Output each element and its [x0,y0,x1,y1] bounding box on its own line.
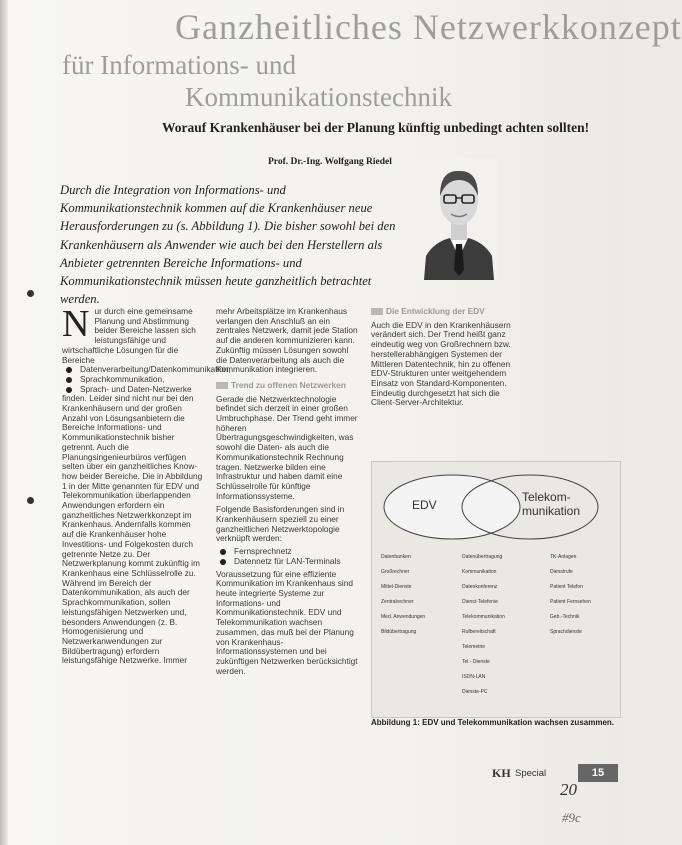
figure-cell: Med. Anwendungen [381,614,426,620]
figure-cell: TK-Anlagen [550,554,577,560]
list-item: Datennetz für LAN-Terminals [216,557,358,567]
figure-cell: Geb.-Technik [550,614,580,620]
figure-cell: Kommunikation [462,569,497,575]
list-item: Sprach- und Daten-Netzwerke [62,385,204,395]
col1-paragraph-2: finden. Leider sind nicht nur bei den Krankenhäusern und der großen Anzahl von Lösungsanbietern die Bereiche Informations- und Kommunikationstechnik bisher getrennt. Auch die Planungsingenieurbüros verfügen selten über ein ganzheitliches Know-how beider Bereiche. Die in Abbildung 1 in der Mitte genannten für EDV und Telekommunikation überlappenden Anwendungen erfordern ein ganzheitliches Netzwerkkonzept im Krankenhaus. Andernfalls kommen auf die Krankenhäuser hohe Investitions- und Folgekosten durch getrennte Netze zu. Der Netzwerkplanung kommt zukünftig im Krankenhaus eine Schlüsselrolle zu. Während im Bereich der Datenkommunikation, als auch der Sprachkommunikation, sollen leistungsfähigen Netzwerken und, besonders Anwendungen (z. B. Homogenisierung und Netzwerkanwendungen zur Bildübertragung) erfordern leistungsfähige Netzwerke. Immer [62,393,203,666]
col2-paragraph-4: Voraussetzung für eine effiziente Kommunikation im Krankenhaus sind heute integrierte Systeme zur Informations- und Kommunikationstechnik. EDV und Telekommunikation wachsen zusammen, das muß bei der Planung von Krankenhaus-Informationssystemen und bei zukünftigen Netzwerken berücksichtigt werden. [216,568,358,676]
author-name: Prof. Dr.-Ing. Wolfgang Riedel [268,157,392,167]
page-number: 15 [578,764,618,782]
figure-cell: Dienste-PC [462,689,488,695]
figure-cell: Sprachdienste [550,629,582,635]
drop-cap: N [62,303,90,345]
handwritten-note: #9c [562,810,581,825]
intro-paragraph: Durch die Integration von Informations- und Kommunikationstechnik kommen auf die Krankenhäuser neue Herausforderungen zu (s. Abbildung 1). Die bisher sowohl bei den Krankenhäusern als Anwender wie auch bei den Herstellern als Anbieter getrennten Bereiche Informations- und Kommunikationstechnik müssen heute ganzheitlich betrachtet werden. [60,183,396,307]
venn-label-telekom: Telekom- munikation [522,490,581,518]
figure-cell: Telekommunikation [462,614,505,620]
figure-cell: Patient Telefon [550,584,583,590]
figure-cell: Patient Fernsehen [550,599,591,605]
punch-hole [27,290,34,297]
author-photo [420,158,498,280]
list-item: Datenverarbeitung/Datenkommunikation, [62,365,204,375]
col2-paragraph-1: mehr Arbeitsplätze im Krankenhaus verlangen den Anschluß an ein zentrales Netzwerk, damit jede Station auf die anderen kommunizieren kann. Zukünftig müssen Lösungen sowohl die Datenverarbeitung als auch die Kommunikation integrieren. [216,306,358,375]
col1-bullet-list [62,364,231,394]
figure-cell: Dienst-Telefonie [462,599,498,605]
col2-paragraph-3: Folgende Basisforderungen sind in Krankenhäusern speziell zu einer ganzheitlichen Netzwerktopologie verknüpft werden: [216,504,345,544]
list-item: Fernsprechnetz [216,547,358,557]
col3-section-heading: Die Entwicklung der EDV [371,307,519,317]
figure-cell: Bildübertragung [381,629,417,635]
col3-paragraph-1: Auch die EDV in den Krankenhäusern verändert sich. Der Trend heißt ganz eindeutig weg von Großrechnern bzw. herstellerabhängigen Systemen der Mittleren Datentechnik, hin zu offenen EDV-Strukturen unter weitgehendem Einsatz von Standard-Komponenten. [371,319,511,388]
title-line-1: Ganzheitliches Netzwerkkonzept [175,7,682,47]
venn-diagram [372,462,620,550]
figure-cell: ISDN-LAN [462,674,486,680]
list-item: Sprachkommunikation, [62,375,204,385]
figure-cell: Rufbereitschaft [462,629,496,635]
col3-paragraph-2: Eindeutig durchgesetzt hat sich die Client-Server-Architektur. [371,387,500,408]
page-edge-shadow [0,0,8,845]
punch-hole [27,497,34,504]
venn-label-edv: EDV [412,498,437,512]
figure-cell: Zentralrechner [381,599,414,605]
figure-cell: Datenübertragung [462,554,503,560]
col1-paragraph-1: ur durch eine gemeinsame Planung und Abstimmung beider Bereiche lassen sich leistungsfähige und wirtschaftliche Lösungen für die Bereiche [62,306,196,365]
col2-section-heading: Trend zu offenen Netzwerken [216,381,358,391]
magazine-logo: KH [492,766,511,780]
figure-1 [371,461,621,718]
column-1 [62,303,231,666]
title-line-3: Kommunikationstechnik [185,82,452,112]
figure-cell: Telemetrie [462,644,486,650]
column-3 [371,307,519,408]
title-line-2: für Informations- und [62,50,296,80]
figure-cell: Datenbanken [381,554,411,560]
figure-cell: Mittel-Dienste [381,584,412,590]
figure-cell: Großrechner [381,569,410,575]
magazine-section: Special [515,768,547,779]
col2-bullet-list [216,547,358,566]
column-2 [216,307,358,676]
figure-caption: Abbildung 1: EDV und Telekommunikation wachsen zusammen. [371,718,614,727]
figure-cell: Tel.- Dienste [462,659,490,665]
col2-paragraph-2: Gerade die Netzwerktechnologie befindet sich derzeit in einer großen Umbruchphase. Der Trend geht immer höheren Übertragungsgeschwindigkeiten, was sowohl die Daten- als auch die Kommunikationstechnik Rechnung tragen. Netzwerke bilden eine Infrastruktur und haben damit eine Schlüsselrolle für künftige Informationssysteme. [216,393,358,501]
figure-cell: Dienstrufe [550,569,573,575]
subtitle: Worauf Krankenhäuser bei der Planung künftig unbedingt achten sollten! [162,120,590,135]
figure-cell: Datenkonferenz [462,584,498,590]
handwritten-number: 20 [560,780,577,799]
